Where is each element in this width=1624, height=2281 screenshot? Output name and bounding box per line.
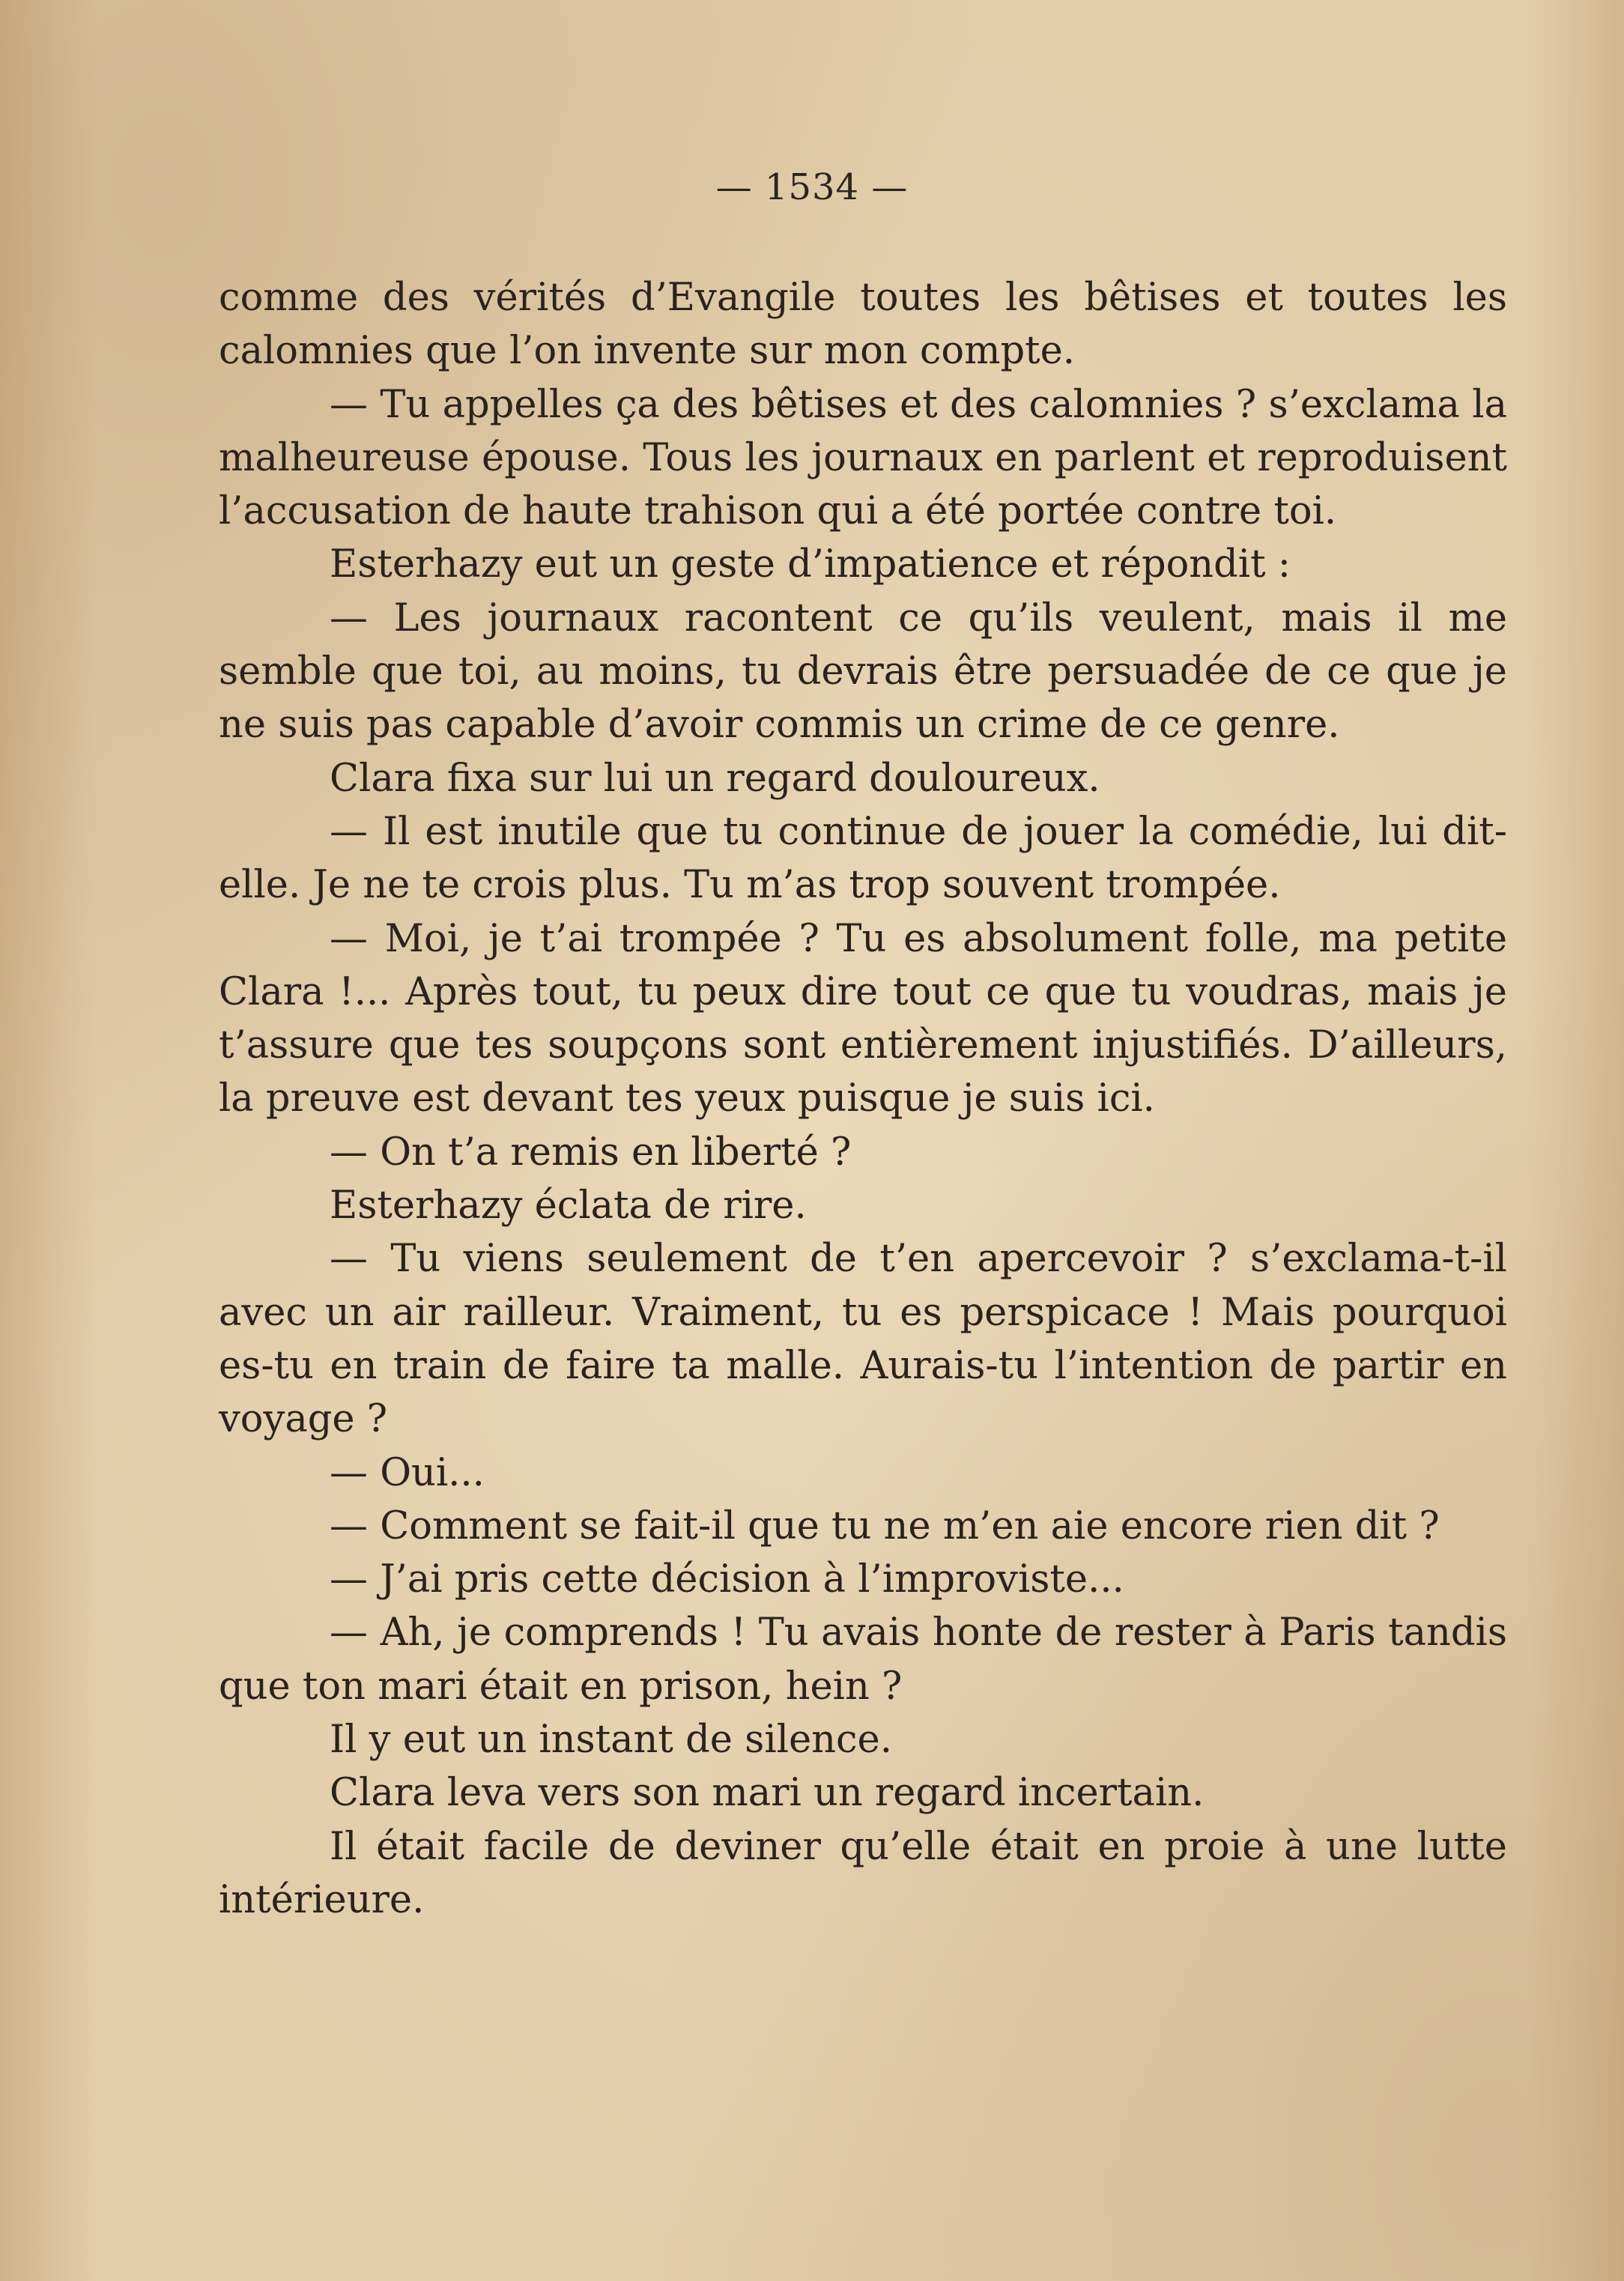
paragraph: Il était facile de deviner qu’elle était en proie à une lutte intérieure. bbox=[219, 1824, 1507, 1922]
paragraph: — Tu viens seulement de t’en apercevoir ? s’exclama-t-il avec un air railleur. Vraiment, tu es perspicace ! Mais pourquoi es-tu en train de faire ta malle. Aurais-tu l’intention de partir en voyage ? bbox=[219, 1237, 1507, 1442]
paragraph: — J’ai pris cette décision à l’improviste... bbox=[330, 1557, 1124, 1602]
paragraph: — Comment se fait-il que tu ne m’en aie encore rien dit ? bbox=[330, 1503, 1440, 1548]
paragraph: Il y eut un instant de silence. bbox=[330, 1718, 892, 1763]
paragraph: — Il est inutile que tu continue de jouer la comédie, lui dit-elle. Je ne te crois plus. Tu m’as trop souvent trompée. bbox=[219, 809, 1507, 908]
paragraph: — Tu appelles ça des bêtises et des calomnies ? s’exclama la malheureuse épouse. Tous les journaux en parlent et reproduisent l’accusation de haute trahison qui a été portée contre toi. bbox=[219, 382, 1507, 534]
paragraph: Esterhazy éclata de rire. bbox=[330, 1184, 807, 1229]
paragraph: — Les journaux racontent ce qu’ils veulent, mais il me semble que toi, au moins, tu devrais être persuadée de ce que je ne suis pas capable d’avoir commis un crime de ce genre. bbox=[219, 596, 1507, 748]
paragraph: Esterhazy eut un geste d’impatience et répondit : bbox=[330, 542, 1291, 587]
paragraph: Clara leva vers son mari un regard incertain. bbox=[330, 1771, 1205, 1816]
paragraph: — Moi, je t’ai trompée ? Tu es absolument folle, ma petite Clara !... Après tout, tu peux dire tout ce que tu voudras, mais je t’assure que tes soupçons sont entièrement injustifiés. D’ailleurs, la preuve est devant tes yeux puisque je suis ici. bbox=[219, 916, 1507, 1121]
paragraph: — Oui... bbox=[330, 1450, 485, 1495]
paragraph: — Ah, je comprends ! Tu avais honte de rester à Paris tandis que ton mari était en prison, hein ? bbox=[219, 1611, 1507, 1709]
paragraph: — On t’a remis en liberté ? bbox=[330, 1130, 852, 1175]
page-number: — 1534 — bbox=[715, 166, 909, 208]
paragraph: comme des vérités d’Evangile toutes les bêtises et toutes les calomnies que l’on invente sur mon compte. bbox=[219, 276, 1507, 374]
paragraph: Clara fixa sur lui un regard douloureux. bbox=[330, 756, 1100, 801]
page-body bbox=[219, 271, 1507, 1927]
